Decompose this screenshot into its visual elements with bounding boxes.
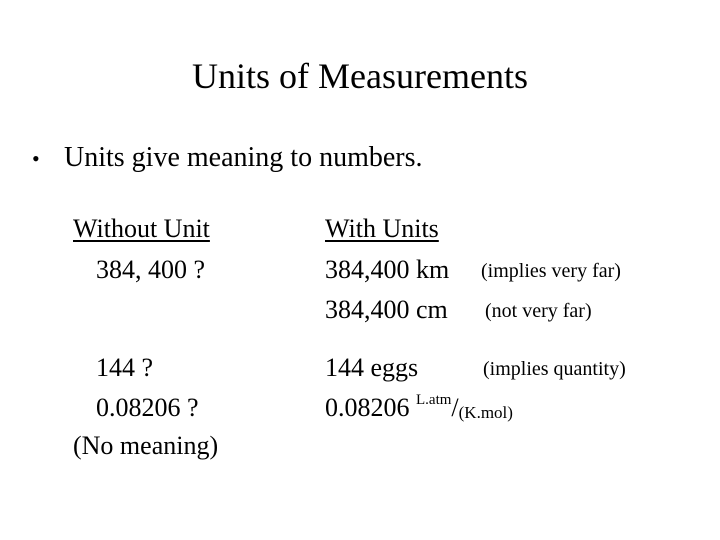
- without-unit-count: 144 ?: [96, 353, 154, 382]
- gas-constant-numerator-unit: L.atm: [416, 392, 452, 408]
- slide-title: Units of Measurements: [192, 56, 528, 96]
- without-unit-distance: 384, 400 ?: [96, 255, 206, 284]
- distance-cm-value: 384,400 cm: [325, 295, 448, 324]
- without-unit-header: Without Unit: [73, 214, 210, 243]
- gas-constant-denominator-unit: (K.mol): [458, 403, 513, 422]
- distance-km-note: (implies very far): [481, 260, 621, 282]
- eggs-value: 144 eggs: [325, 353, 419, 382]
- gas-constant-slash: /: [451, 393, 459, 422]
- gas-constant-with-units: [325, 390, 513, 430]
- distance-km-value: 384,400 km: [325, 255, 450, 284]
- without-unit-constant: 0.08206 ?: [96, 393, 199, 422]
- bullet-marker: •: [32, 146, 40, 171]
- bullet-text: Units give meaning to numbers.: [64, 142, 423, 173]
- bullet-point: [32, 138, 423, 179]
- eggs-note: (implies quantity): [483, 358, 626, 380]
- with-units-header: With Units: [325, 214, 439, 243]
- no-meaning-label: (No meaning): [73, 431, 219, 460]
- distance-cm-note: (not very far): [485, 300, 592, 322]
- gas-constant-value: 0.08206: [325, 393, 410, 422]
